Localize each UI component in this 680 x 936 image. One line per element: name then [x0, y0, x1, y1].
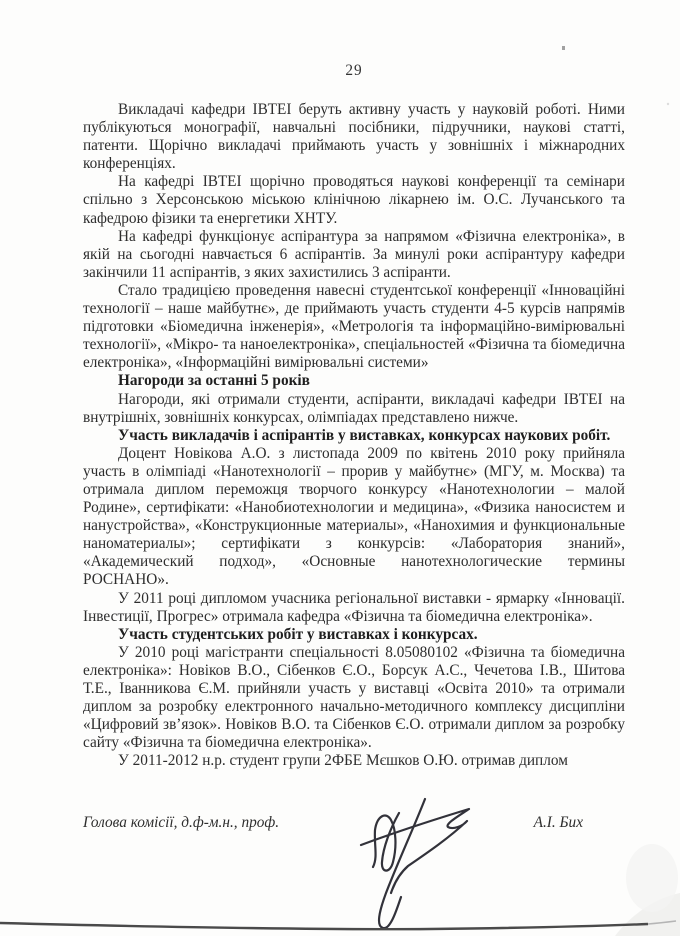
body-paragraph: Стало традицією проведення навесні студентської конференції «Інноваційні технології – наше майбутнє», де приймають участь студенти 4-5 курсів напрямів підготовки «Біомедична інженерія», «Метрологія та інформаційно-вимірювальні технології», «Мікро- та наноелектроніка», спеціальностей «Фізична та біомедична електроніка», «Інформаційні вимірювальні системи»: [83, 281, 625, 372]
page-curl-shading: [626, 844, 678, 912]
signature-block: [83, 814, 625, 832]
scan-bottom-edge: [0, 923, 648, 929]
body-paragraph: У 2010 році магістранти спеціальності 8.05080102 «Фізична та біомедична електроніка»: Новіков В.О., Сібенков Є.О., Борсук А.С., Чечетова І.В., Шитова Т.Е., Іванникова Є.М. прийняли участь у виставці «Освіта 2010» та отримали диплом за розробку електронного начально-методичного комплексу дисципліни «Цифровий зв’язок». Новіков В.О. та Сібенков Є.О. отримали диплом за розробку сайту «Фізична та біомедична електроніка».: [83, 643, 625, 752]
scan-bottom-edge-fade: [648, 921, 676, 924]
page-corner-shadow: [615, 893, 680, 936]
document-body: [83, 101, 625, 770]
body-paragraph: Нагороди, які отримали студенти, аспіранти, викладачі кафедри ІВТЕІ на внутрішніх, зовнішніх конкурсах, олімпіадах представлено нижче.: [83, 390, 625, 426]
section-heading: Нагороди за останні 5 років: [118, 372, 310, 390]
body-paragraph: На кафедрі функціонує аспірантура за напрямом «Фізична електроніка», в якій на сьогодні навчається 6 аспірантів. За минулі роки аспірантуру кафедри закінчили 11 аспірантів, з яких захистились 3 аспіранти.: [83, 227, 625, 281]
body-paragraph: У 2011-2012 н.р. студент групи 2ФБЕ Мєшков О.Ю. отримав диплом: [118, 752, 568, 770]
page-number: 29: [345, 62, 363, 79]
section-heading: Участь студентських робіт у виставках і конкурсах.: [118, 625, 478, 643]
scan-speck: [667, 103, 669, 105]
scan-speck: [562, 46, 565, 50]
commission-head-title: Голова комісії, д.ф-м.н., проф.: [83, 814, 280, 831]
commission-head-name: А.І. Бих: [533, 814, 583, 831]
section-heading: Участь викладачів і аспірантів у виставках, конкурсах наукових робіт.: [118, 426, 611, 444]
body-paragraph: Доцент Новікова А.О. з листопада 2009 по квітень 2010 року прийняла участь в олімпіаді «Нанотехнології – прорив у майбутнє» (МГУ, м. Москва) та отримала диплом переможця творчого конкурсу «Нанотехнологии – малой Родине», сертифікати: «Нанобиотехнологии и медицина», «Физика наносистем и нанустройства», «Конструкционные материалы», «Нанохимия и функциональные наноматериалы»; сертифікати з конкурсів: «Лаборатория знаний», «Академический подход», «Основные нанотехнологические термины РОСНАНО».: [83, 444, 625, 589]
body-paragraph: Викладачі кафедри ІВТЕІ беруть активну участь у науковій роботі. Ними публікуються монографії, навчальні посібники, підручники, наукові статті, патенти. Щорічно викладачі приймають участь у зовнішніх і міжнародних конференціях.: [83, 101, 625, 173]
body-paragraph: На кафедрі ІВТЕІ щорічно проводяться наукові конференції та семінари спільно з Херсонською міською клінічною лікарнею ім. О.С. Лучанського та кафедрою фізики та енергетики ХНТУ.: [83, 173, 625, 227]
body-paragraph: У 2011 році дипломом учасника регіональної виставки - ярмарку «Інновації. Інвестиції, Прогрес» отримала кафедра «Фізична та біомедична електроніка».: [83, 589, 625, 625]
